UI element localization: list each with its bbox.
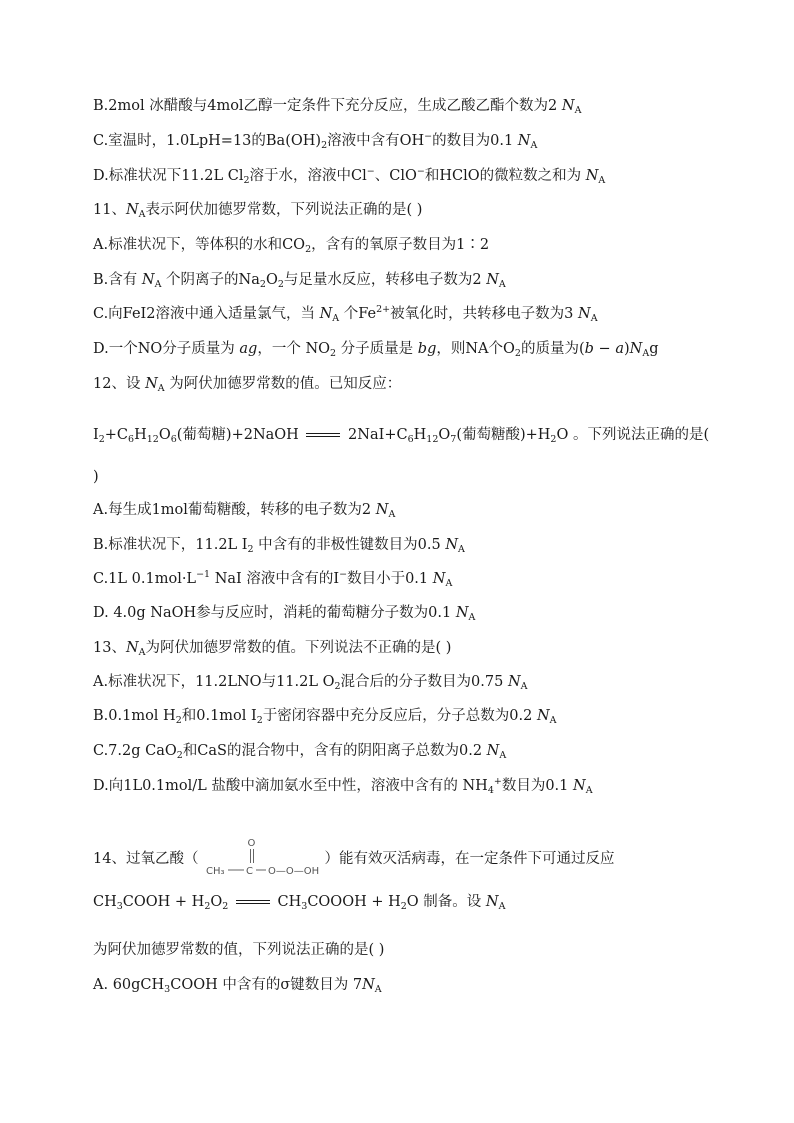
subscript: A — [445, 578, 453, 589]
text-run: ，则NA个O — [436, 341, 515, 357]
text-run: B.0.1mol H — [93, 708, 176, 724]
text-line — [93, 374, 754, 394]
superscript: − — [366, 166, 375, 177]
text-run: D. 4.0g NaOH参与反应时，消耗的葡萄糖分子数为0.1 — [93, 605, 456, 621]
structure-top-o-label: O — [247, 838, 256, 849]
text-run: 溶于水，溶液中Cl — [249, 168, 367, 184]
subscript: 2 — [222, 901, 229, 912]
text-run: CH — [272, 894, 302, 910]
text-run: 和CaS的混合物中，含有的阴阳离子总数为0.2 — [182, 743, 487, 759]
text-run: A.标准状况下，11.2LNO与11.2L O — [93, 674, 335, 690]
text-run: 为阿伏加德罗常数的值，下列说法正确的是( ) — [93, 942, 385, 958]
text-line — [93, 672, 754, 692]
math-variable: N — [125, 202, 139, 218]
text-run: O 制备。设 — [406, 894, 486, 910]
text-run: O — [265, 272, 278, 288]
text-run: C.1L 0.1mol·L — [93, 571, 197, 587]
text-run: 于密闭容器中充分反应后，分子总数为0.2 — [262, 708, 537, 724]
subscript: A — [468, 612, 476, 623]
superscript: − — [416, 166, 425, 177]
subscript: A — [138, 209, 146, 220]
subscript: A — [585, 785, 593, 796]
text-run: 与足量水反应，转移电子数为2 — [283, 272, 487, 288]
text-run: 被氧化时，共转移电子数为3 — [390, 306, 578, 322]
math-variable: N — [375, 502, 389, 518]
subscript: A — [458, 544, 465, 555]
subscript: A — [520, 681, 528, 692]
math-variable: bg — [417, 341, 437, 357]
math-variable: N — [145, 376, 158, 392]
subscript: 2 — [330, 348, 337, 359]
subscript: 2 — [256, 715, 263, 726]
text-run: O — [158, 427, 171, 443]
subscript: A — [642, 348, 650, 359]
text-run: g — [649, 341, 659, 357]
subscript: A — [498, 279, 506, 290]
subscript: 2 — [550, 434, 557, 445]
text-run: (葡萄糖酸)+H — [456, 427, 551, 443]
text-run: H — [413, 427, 427, 443]
subscript: 7 — [450, 434, 457, 445]
text-run: 个Fe — [339, 306, 377, 322]
text-run: H — [134, 427, 147, 443]
text-run: D.一个NO分子质量为 — [93, 341, 240, 357]
subscript: 3 — [116, 901, 123, 912]
math-variable: N — [125, 640, 139, 656]
text-run: 的质量为( — [520, 341, 585, 357]
text-line — [93, 304, 754, 324]
math-variable: N — [486, 743, 500, 759]
text-run: COOOH + H — [307, 894, 401, 910]
superscript: − — [424, 131, 433, 142]
text-line — [93, 638, 754, 658]
text-run: +C — [104, 427, 129, 443]
text-run — [228, 894, 233, 910]
math-variable: N — [536, 708, 550, 724]
math-variable: N — [578, 306, 591, 322]
text-line — [93, 425, 754, 445]
subscript: 2 — [204, 901, 211, 912]
math-variable: N — [561, 98, 575, 114]
text-line — [93, 166, 754, 186]
text-run: B.标准状况下，11.2L I — [93, 537, 248, 553]
subscript: 4 — [487, 785, 494, 796]
text-line — [93, 940, 754, 960]
subscript: 6 — [407, 434, 414, 445]
math-variable: N — [585, 168, 599, 184]
math-variable: N — [445, 537, 459, 553]
superscript: 2+ — [376, 304, 391, 315]
text-line — [93, 96, 754, 116]
text-line — [93, 706, 754, 726]
structure-ooh-label: O—O—OH — [268, 866, 320, 877]
text-run: C.室温时，1.0LpH=13的Ba(OH) — [93, 133, 322, 149]
text-run: 表示阿伏加德罗常数，下列说法正确的是( ) — [145, 202, 423, 218]
text-line — [93, 131, 754, 151]
math-variable: N — [432, 571, 446, 587]
subscript: A — [530, 140, 538, 151]
reaction-equals-sign — [305, 431, 341, 439]
subscript: 3 — [301, 901, 308, 912]
text-run: 中含有的非极性键数目为0.5 — [253, 537, 446, 553]
text-line — [93, 569, 754, 589]
subscript: 2 — [259, 279, 266, 290]
text-run: I — [93, 427, 99, 443]
text-run: ) — [623, 341, 630, 357]
text-run: A. 60gCH — [93, 977, 165, 993]
subscript: 2 — [176, 750, 183, 761]
math-variable: ag — [239, 341, 258, 357]
text-run: O — [438, 427, 451, 443]
text-run: − — [593, 341, 616, 357]
math-variable: N — [141, 272, 155, 288]
text-run: B.含有 — [93, 272, 142, 288]
subscript: A — [374, 984, 382, 995]
math-variable: N — [517, 133, 531, 149]
text-run: 分子质量是 — [336, 341, 418, 357]
text-run: B.2mol 冰醋酸与4mol乙醇一定条件下充分反应，生成乙酸乙酯个数为2 — [93, 98, 562, 114]
superscript: − — [339, 569, 348, 580]
math-variable: N — [629, 341, 643, 357]
text-run: 14、过氧乙酸（ — [93, 851, 199, 867]
subscript: 2 — [247, 544, 254, 555]
subscript: 12 — [426, 434, 439, 445]
text-run: 13、 — [93, 640, 126, 656]
structure-c-label: C — [246, 866, 254, 877]
text-run: CH — [93, 894, 117, 910]
text-run: 混合后的分子数目为0.75 — [340, 674, 508, 690]
text-run: 2NaI+C — [343, 427, 408, 443]
subscript: 2 — [400, 901, 407, 912]
subscript: 2 — [243, 175, 250, 186]
structure-ch3-label: CH₃ — [206, 866, 225, 877]
text-run: ，一个 NO — [257, 341, 331, 357]
text-run: COOH + H — [122, 894, 205, 910]
subscript: A — [549, 715, 557, 726]
math-variable: N — [319, 306, 333, 322]
peracetic-acid-structure — [202, 836, 320, 882]
subscript: A — [498, 901, 506, 912]
text-line — [93, 270, 754, 290]
text-run: 12、设 — [93, 376, 146, 392]
text-run: 数目为0.1 — [501, 778, 573, 794]
text-run: O 。下列说法正确的是( — [556, 427, 710, 443]
text-line — [93, 500, 754, 520]
text-run: C.向FeI2溶液中通入适量氯气，当 — [93, 306, 320, 322]
subscript: A — [154, 279, 162, 290]
subscript: 6 — [170, 434, 177, 445]
text-run: NaI 溶液中含有的I — [210, 571, 340, 587]
text-run: D.标准状况下11.2L Cl — [93, 168, 244, 184]
subscript: 6 — [128, 434, 135, 445]
text-run: COOH 中含有的σ键数目为 7 — [170, 977, 363, 993]
subscript: 3 — [164, 984, 171, 995]
math-variable: N — [455, 605, 469, 621]
text-line — [93, 975, 754, 995]
text-line — [93, 603, 754, 623]
text-run: D.向1L0.1mol/L 盐酸中滴加氨水至中性，溶液中含有的 NH — [93, 778, 488, 794]
subscript: A — [388, 509, 396, 520]
text-run: C.7.2g CaO — [93, 743, 177, 759]
subscript: 2 — [175, 715, 182, 726]
text-run: ）能有效灭活病毒，在一定条件下可通过反应 — [324, 851, 615, 867]
text-line — [93, 467, 754, 487]
math-variable: N — [573, 778, 586, 794]
subscript: 2 — [305, 244, 312, 255]
subscript: A — [590, 313, 598, 324]
text-run: 的数目为0.1 — [432, 133, 518, 149]
subscript: A — [332, 313, 340, 324]
text-run: 和0.1mol I — [181, 708, 257, 724]
text-line — [93, 776, 754, 796]
math-variable: N — [362, 977, 375, 993]
subscript: A — [598, 175, 606, 186]
text-run: 11、 — [93, 202, 126, 218]
text-line — [93, 741, 754, 761]
text-run: ，含有的氧原子数目为1∶2 — [311, 237, 490, 253]
text-run: 为阿伏加德罗常数的值。已知反应： — [164, 376, 402, 392]
text-run: A.每生成1mol葡萄糖酸，转移的电子数为2 — [93, 502, 376, 518]
text-run: ) — [93, 469, 99, 485]
subscript: A — [138, 647, 146, 658]
text-line — [93, 235, 754, 255]
text-line — [93, 836, 754, 882]
text-run: 、ClO — [374, 168, 417, 184]
text-line — [93, 892, 754, 912]
subscript: A — [499, 750, 507, 761]
reaction-equals-sign — [235, 898, 271, 906]
text-run: (葡萄糖)+2NaOH — [176, 427, 304, 443]
text-line — [93, 535, 754, 555]
subscript: 2 — [98, 434, 105, 445]
text-run: A.标准状况下，等体积的水和CO — [93, 237, 306, 253]
math-variable: N — [507, 674, 521, 690]
text-line — [93, 200, 754, 220]
superscript: −1 — [196, 569, 211, 580]
text-run: O — [210, 894, 223, 910]
subscript: A — [157, 383, 165, 394]
subscript: 2 — [514, 348, 521, 359]
text-run: 为阿伏加德罗常数的值。下列说法不正确的是( ) — [145, 640, 452, 656]
math-variable: N — [485, 894, 499, 910]
subscript: 2 — [277, 279, 284, 290]
subscript: 2 — [334, 681, 341, 692]
subscript: A — [574, 105, 582, 116]
text-run: 个阴离子的Na — [161, 272, 260, 288]
text-run: 数目小于0.1 — [347, 571, 433, 587]
subscript: 12 — [146, 434, 159, 445]
text-run: 和HClO的微粒数之和为 — [424, 168, 586, 184]
text-line — [93, 339, 754, 359]
text-run: 溶液中含有OH — [327, 133, 425, 149]
superscript: + — [493, 776, 502, 787]
math-variable: N — [486, 272, 499, 288]
math-variable: b — [584, 341, 594, 357]
math-variable: a — [615, 341, 624, 357]
subscript: 2 — [321, 140, 328, 151]
